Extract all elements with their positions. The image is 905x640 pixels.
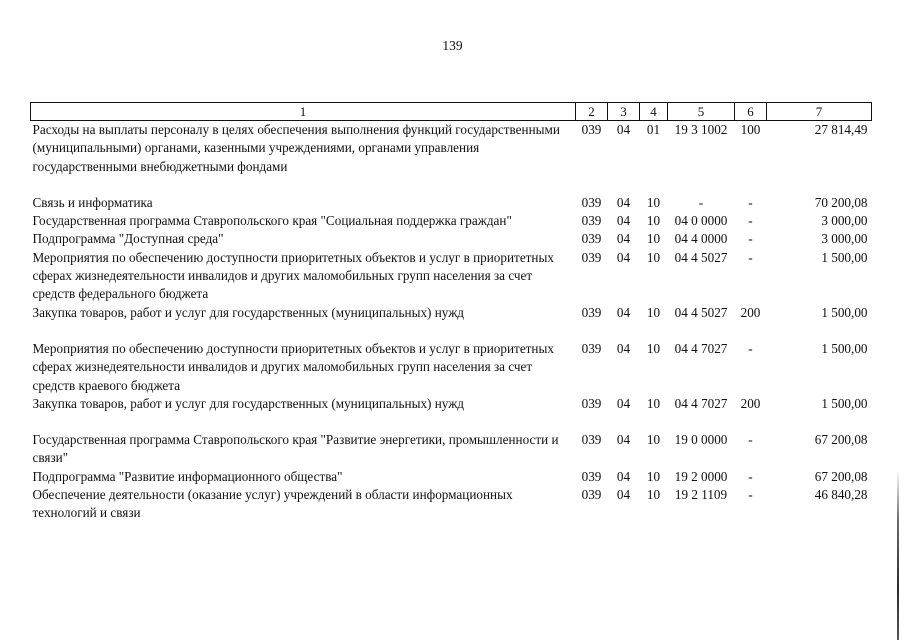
cell-target-article: -	[698, 194, 704, 210]
table-row	[31, 212, 872, 230]
cell-expense-type: 200	[740, 395, 761, 411]
cell-expense-type: -	[748, 487, 753, 503]
budget-table	[30, 102, 872, 523]
cell-target-article: 04 4 7027	[674, 395, 728, 411]
cell-name: Закупка товаров, работ и услуг для государственных (муниципальных) нужд	[32, 304, 465, 320]
table-row	[31, 194, 872, 212]
cell-expense-type: -	[748, 231, 753, 247]
cell-section-code: 04	[616, 340, 631, 356]
cell-subsection-code: 01	[646, 122, 661, 137]
table-row	[31, 395, 872, 431]
cell-section-code: 04	[616, 231, 631, 247]
header-col-3: 3	[608, 103, 640, 121]
cell-subsection-code: 10	[646, 304, 661, 320]
table-row	[31, 249, 872, 304]
cell-target-article: 04 4 5027	[674, 304, 728, 320]
cell-target-article: 19 2 1109	[674, 487, 728, 503]
cell-section-code: 04	[616, 122, 631, 137]
cell-subsection-code: 10	[646, 487, 661, 503]
cell-name: Подпрограмма "Развитие информационного общества"	[32, 468, 343, 484]
cell-subsection-code: 10	[646, 231, 661, 247]
cell-ved-code: 039	[581, 395, 602, 411]
cell-subsection-code: 10	[646, 340, 661, 356]
header-col-4: 4	[640, 103, 668, 121]
cell-amount: 67 200,08	[814, 468, 868, 484]
header-col-5: 5	[668, 103, 735, 121]
cell-ved-code: 039	[581, 340, 602, 356]
cell-name: Обеспечение деятельности (оказание услуг) учреждений в области информационных технологий и связи	[32, 487, 513, 521]
cell-name: Мероприятия по обеспечению доступности приоритетных объектов и услуг в приоритетных сферах жизнедеятельности инвалидов и других маломобильных групп населения за счет средств федерального бюджета	[32, 249, 554, 302]
cell-target-article: 04 4 0000	[674, 231, 728, 247]
cell-name: Мероприятия по обеспечению доступности приоритетных объектов и услуг в приоритетных сферах жизнедеятельности инвалидов и других маломобильных групп населения за счет средств краевого бюджета	[32, 340, 554, 393]
cell-amount: 3 000,00	[821, 231, 868, 247]
cell-expense-type: -	[748, 249, 753, 265]
cell-amount: 1 500,00	[821, 249, 868, 265]
table-row	[31, 340, 872, 395]
table-body	[31, 121, 872, 523]
page-number: 139	[442, 38, 463, 53]
cell-amount: 1 500,00	[821, 395, 868, 411]
cell-section-code: 04	[616, 487, 631, 503]
cell-section-code: 04	[616, 304, 631, 320]
cell-expense-type: -	[748, 468, 753, 484]
cell-section-code: 04	[616, 213, 631, 229]
table-header	[31, 103, 872, 121]
cell-section-code: 04	[616, 194, 631, 210]
table-row	[31, 431, 872, 468]
cell-ved-code: 039	[581, 194, 602, 210]
cell-target-article: 04 4 7027	[674, 340, 728, 356]
cell-section-code: 04	[616, 249, 631, 265]
cell-ved-code: 039	[581, 432, 602, 448]
cell-target-article: 19 2 0000	[674, 468, 728, 484]
cell-amount: 1 500,00	[821, 340, 868, 356]
cell-ved-code: 039	[581, 249, 602, 265]
cell-subsection-code: 10	[646, 249, 661, 265]
cell-amount: 1 500,00	[821, 304, 868, 320]
cell-ved-code: 039	[581, 231, 602, 247]
table-row	[31, 304, 872, 340]
cell-expense-type: -	[748, 213, 753, 229]
cell-expense-type: -	[748, 432, 753, 448]
cell-subsection-code: 10	[646, 468, 661, 484]
cell-amount: 46 840,28	[814, 487, 868, 503]
cell-expense-type: -	[748, 340, 753, 356]
cell-expense-type: 100	[740, 122, 761, 137]
header-col-6: 6	[735, 103, 767, 121]
cell-target-article: 19 3 1002	[674, 122, 728, 137]
table-row	[31, 121, 872, 194]
cell-ved-code: 039	[581, 468, 602, 484]
header-col-1: 1	[31, 103, 576, 121]
cell-amount: 67 200,08	[814, 432, 868, 448]
cell-subsection-code: 10	[646, 432, 661, 448]
cell-target-article: 19 0 0000	[674, 432, 728, 448]
cell-amount: 3 000,00	[821, 213, 868, 229]
cell-section-code: 04	[616, 395, 631, 411]
cell-expense-type: -	[748, 194, 753, 210]
header-col-7: 7	[767, 103, 872, 121]
table-row	[31, 486, 872, 523]
cell-amount: 70 200,08	[814, 194, 868, 210]
cell-ved-code: 039	[581, 487, 602, 503]
table-row	[31, 230, 872, 248]
cell-target-article: 04 4 5027	[674, 249, 728, 265]
cell-section-code: 04	[616, 468, 631, 484]
cell-subsection-code: 10	[646, 213, 661, 229]
table-row	[31, 468, 872, 486]
scan-edge-mark	[897, 470, 899, 640]
cell-name: Государственная программа Ставропольского края "Социальная поддержка граждан"	[32, 213, 512, 229]
cell-name: Расходы на выплаты персоналу в целях обеспечения выполнения функций государственными (муниципальными) органами, казенными учреждениями, органами управления государственными внебюджетными фондами	[32, 122, 560, 174]
cell-amount: 27 814,49	[814, 122, 868, 137]
cell-section-code: 04	[616, 432, 631, 448]
cell-expense-type: 200	[740, 304, 761, 320]
cell-ved-code: 039	[581, 213, 602, 229]
header-col-2: 2	[576, 103, 608, 121]
cell-name: Связь и информатика	[32, 194, 153, 210]
cell-name: Закупка товаров, работ и услуг для государственных (муниципальных) нужд	[32, 395, 465, 411]
cell-ved-code: 039	[581, 304, 602, 320]
cell-name: Подпрограмма "Доступная среда"	[32, 231, 224, 247]
cell-target-article: 04 0 0000	[674, 213, 728, 229]
cell-subsection-code: 10	[646, 194, 661, 210]
cell-name: Государственная программа Ставропольского края "Развитие энергетики, промышленности и связи"	[32, 432, 559, 466]
cell-subsection-code: 10	[646, 395, 661, 411]
cell-ved-code: 039	[581, 122, 602, 137]
